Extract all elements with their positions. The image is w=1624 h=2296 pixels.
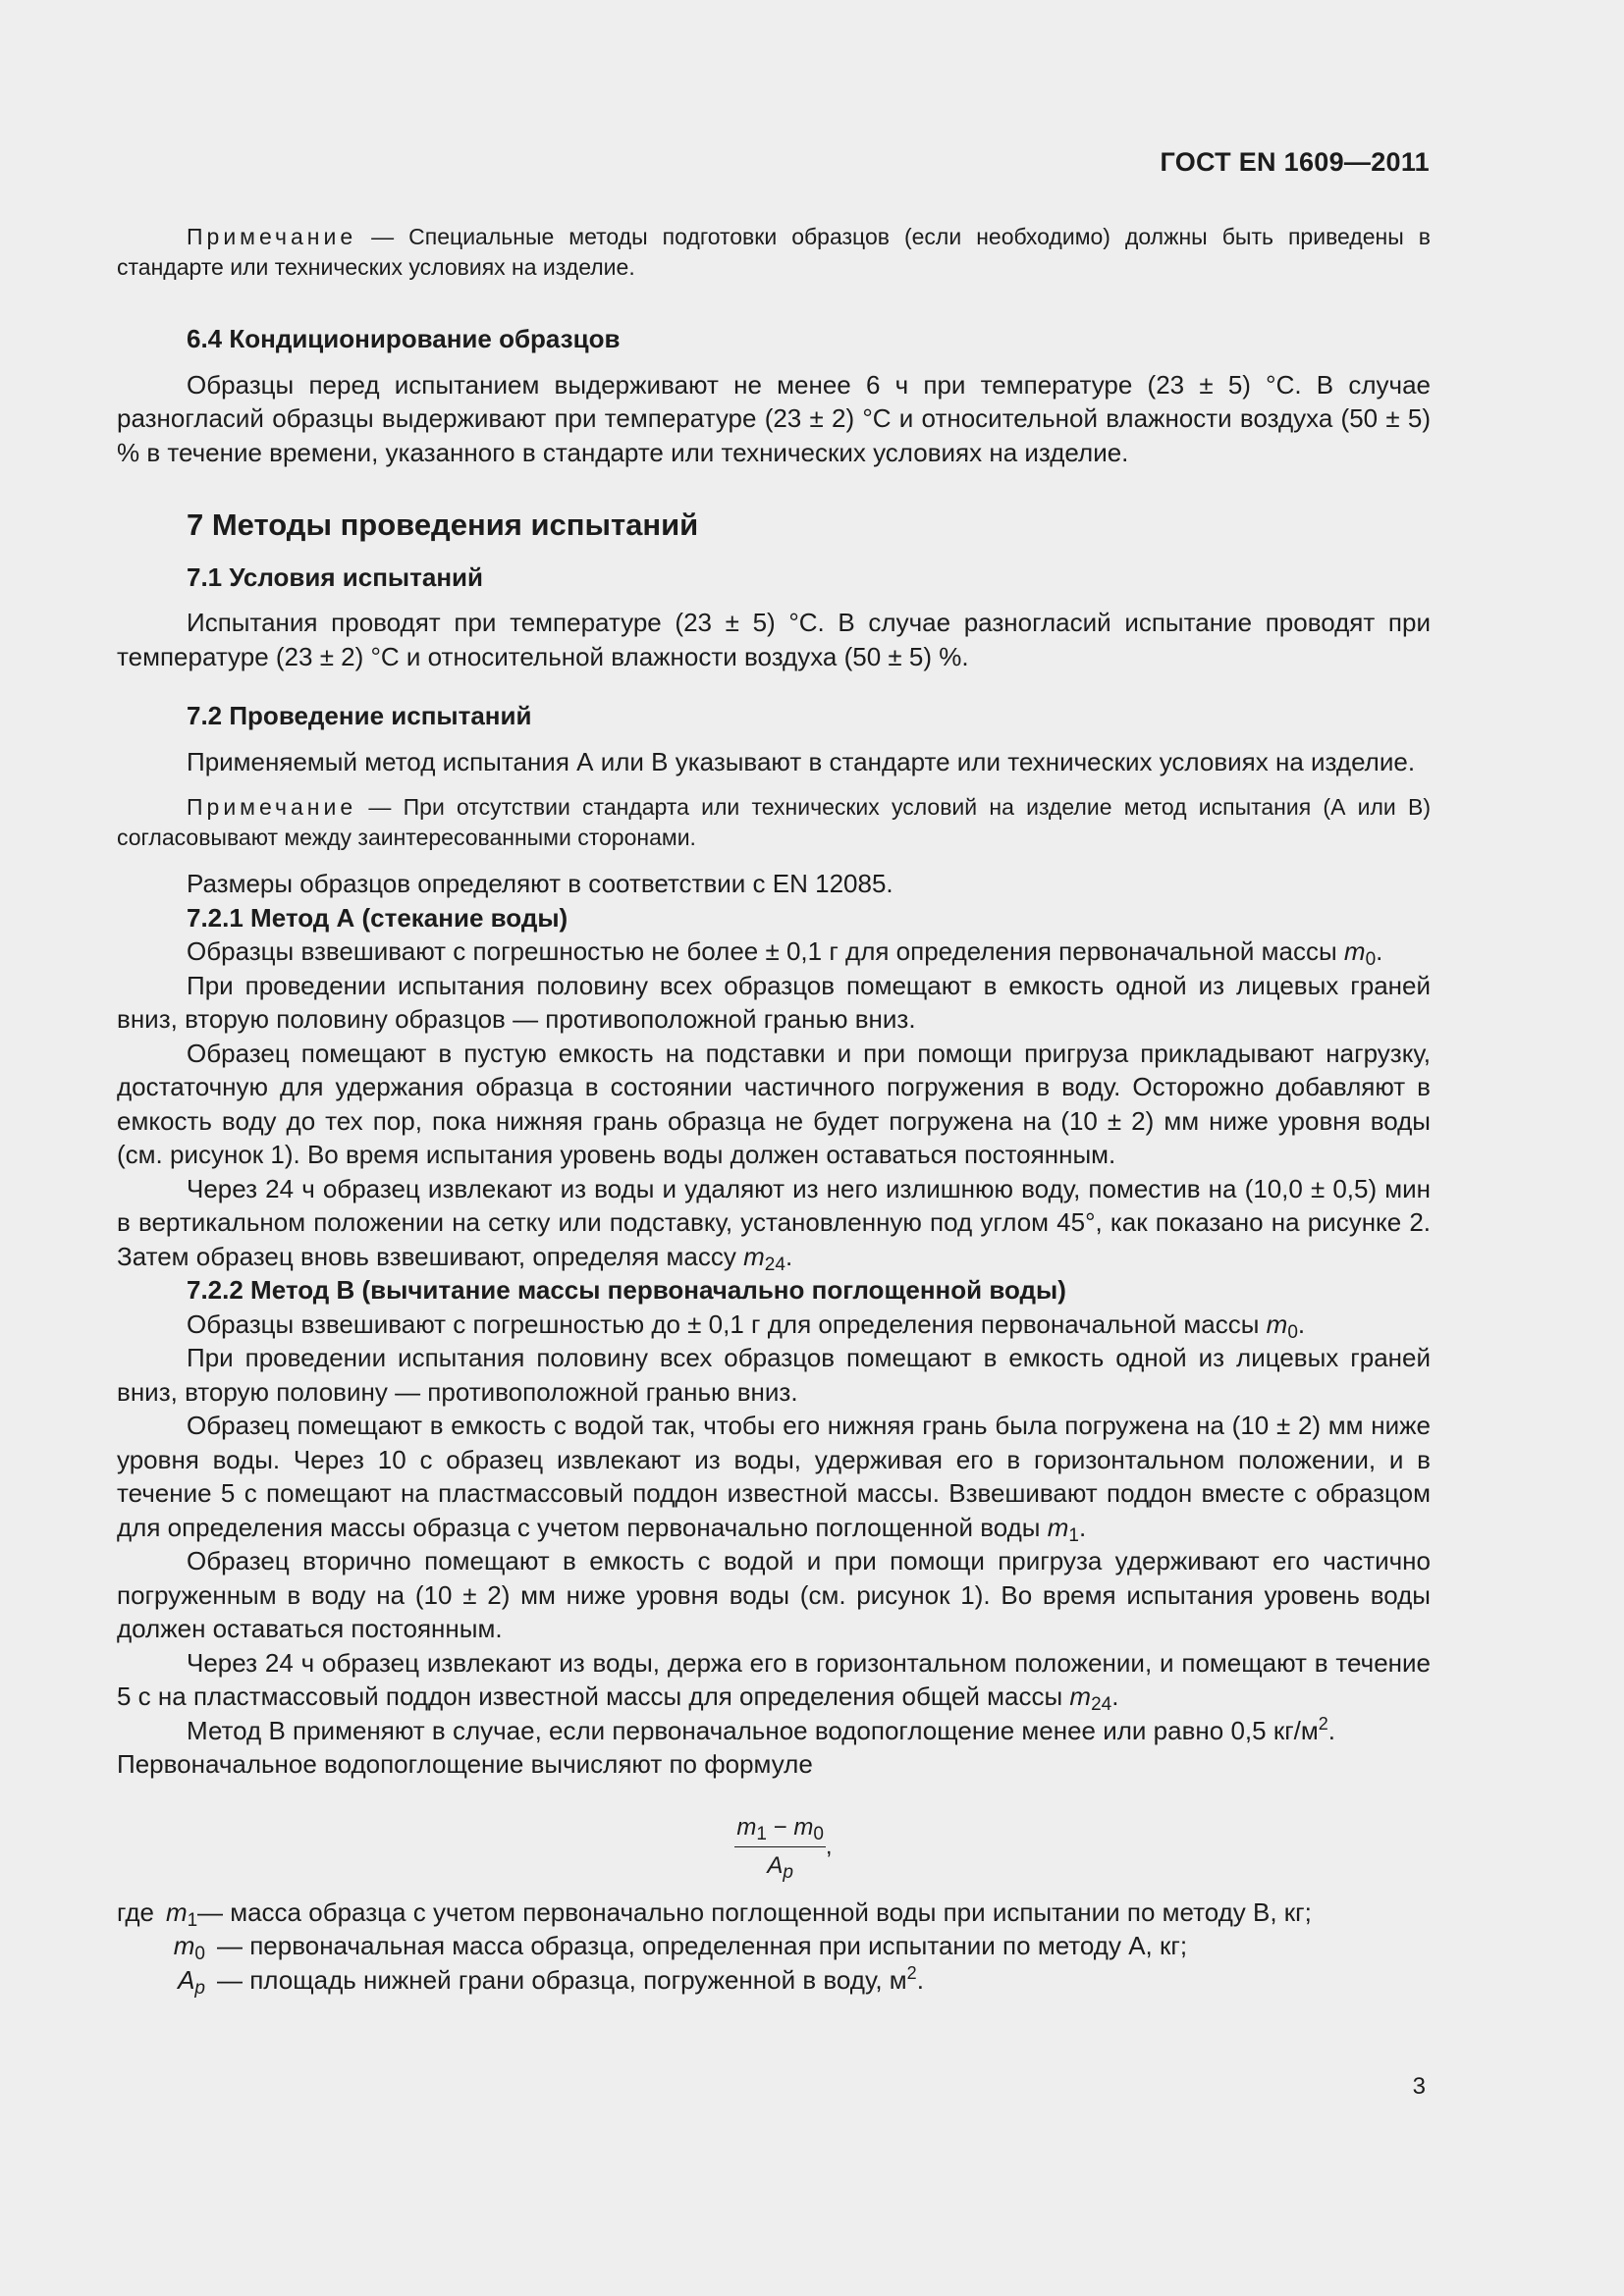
page-number: 3	[1412, 2073, 1426, 2100]
section-7-2-title: 7.2 Проведение испытаний	[187, 701, 532, 730]
page-content	[117, 222, 1431, 1997]
section-7-2-text: Применяемый метод испытания А или В указывают в стандарте или технических условиях на изделие.	[187, 746, 1416, 776]
method-a-p1: Образцы взвешивают с погрешностью не более ± 0,1 г для определения первоначальной массы $m_0$.	[187, 936, 1383, 970]
section-7-2-2-title: 7.2.2 Метод В (вычитание массы первоначально поглощенной воды)	[187, 1275, 1066, 1305]
note-label: Примечание	[187, 224, 357, 249]
formula-initial-absorption: $\frac{m_1 - m_0}{A_p}$ ,	[725, 1811, 842, 1884]
formula-fraction	[734, 1811, 826, 1884]
definition-m0: $m_0$ — первоначальная масса образца, определенная при испытании по методу А, кг;	[173, 1931, 1188, 1964]
method-a-p2: При проведении испытания половину всех образцов помещают в емкость одной из лицевых граней вниз, вторую половину образцов — противоположной гранью вниз.	[117, 970, 1431, 1034]
section-7-2-1-title: 7.2.1 Метод А (стекание воды)	[187, 902, 568, 933]
method-b-p7: Первоначальное водопоглощение вычисляют по формуле	[117, 1749, 813, 1779]
formula-denominator: $A_p$	[767, 1852, 793, 1883]
formula-definitions	[117, 1896, 1431, 1998]
section-7-1-title: 7.1 Условия испытаний	[187, 561, 483, 592]
section-7-1-text: Испытания проводят при температуре (23 ± 5) °С. В случае разногласий испытание проводят при температуре (23 ± 2) °С и относительной влажности воздуха (50 ± 5) %.	[117, 608, 1431, 671]
section-7-title: 7 Методы проведения испытаний	[187, 507, 699, 542]
sample-sizes-text: Размеры образцов определяют в соответствии с EN 12085.	[187, 869, 893, 898]
definition-ap: $A_p$ — площадь нижней грани образца, погруженной в воду, $м^2$.	[178, 1962, 924, 1999]
method-b-p1: Образцы взвешивают с погрешностью до ± 0,1 г для определения первоначальной массы $m_0$.	[187, 1308, 1306, 1343]
method-a-p4: Через 24 ч образец извлекают из воды и удаляют из него излишнюю воду, поместив на (10,0 ± 0,5) мин в вертикальном положении на сетку или подставку, установленную под углом 45°, как показано на рисунке 2. Затем образец вновь взвешивают, определяя массу $m_{24}$.	[117, 1173, 1431, 1275]
definition-m1: где $m_1$ — масса образца с учетом первоначально поглощенной воды при испытании по методу В, кг;	[117, 1896, 1312, 1931]
formula-numerator: $m_1 - m_0$	[734, 1811, 826, 1848]
method-a-p3: Образец помещают в пустую емкость на подставки и при помощи пригруза прикладывают нагрузку, достаточную для удержания образца в состоянии частичного погружения в воду. Осторожно добавляют в емкость воду до тех пор, пока нижняя грань образца не будет погружена на (10 ± 2) мм ниже уровня воды (см. рисунок 1). Во время испытания уровень воды должен оставаться постоянным.	[117, 1038, 1431, 1169]
note-method-agreement: Примечание — При отсутствии стандарта или технических условий на изделие метод испытания (А или В) согласовывают между заинтересованными сторонами.	[117, 794, 1432, 850]
method-b-p4: Образец вторично помещают в емкость с водой и при помощи пригруза удерживают его частично погруженным в воду на (10 ± 2) мм ниже уровня воды (см. рисунок 1). Во время испытания уровень воды должен оставаться постоянным.	[117, 1546, 1431, 1643]
method-b-p2: При проведении испытания половину всех образцов помещают в емкость одной из лицевых граней вниз, вторую половину — противоположной гранью вниз.	[117, 1343, 1431, 1407]
standard-code: ГОСТ EN 1609—2011	[1160, 147, 1430, 177]
note-sample-prep: Примечание — Специальные методы подготовки образцов (если необходимо) должны быть приведены в стандарте или технических условиях на изделие.	[117, 224, 1431, 280]
section-6-4-title: 6.4 Кондиционирование образцов	[187, 324, 621, 353]
method-b-p6: Метод В применяют в случае, если первоначальное водопоглощение менее или равно 0,5 $кг/м^2$.	[187, 1713, 1336, 1745]
method-b-p5: Через 24 ч образец извлекают из воды, держа его в горизонтальном положении, и помещают в течение 5 с на пластмассовый поддон известной массы для определения общей массы $m_{24}$.	[117, 1647, 1431, 1715]
section-6-4-text: Образцы перед испытанием выдерживают не менее 6 ч при температуре (23 ± 5) °С. В случае разногласий образцы выдерживают при температуре (23 ± 2) °С и относительной влажности воздуха (50 ± 5) % в течение времени, указанного в стандарте или технических условиях на изделие.	[117, 369, 1431, 467]
method-b-p3: Образец помещают в емкость с водой так, чтобы его нижняя грань была погружена на (10 ± 2) мм ниже уровня воды. Через 10 с образец извлекают из воды, удерживая его в горизонтальном положении, и в течение 5 с помещают на пластмассовый поддон известной массы. Взвешивают поддон вместе с образцом для определения массы образца с учетом первоначально поглощенной воды $m_1$.	[117, 1411, 1431, 1546]
